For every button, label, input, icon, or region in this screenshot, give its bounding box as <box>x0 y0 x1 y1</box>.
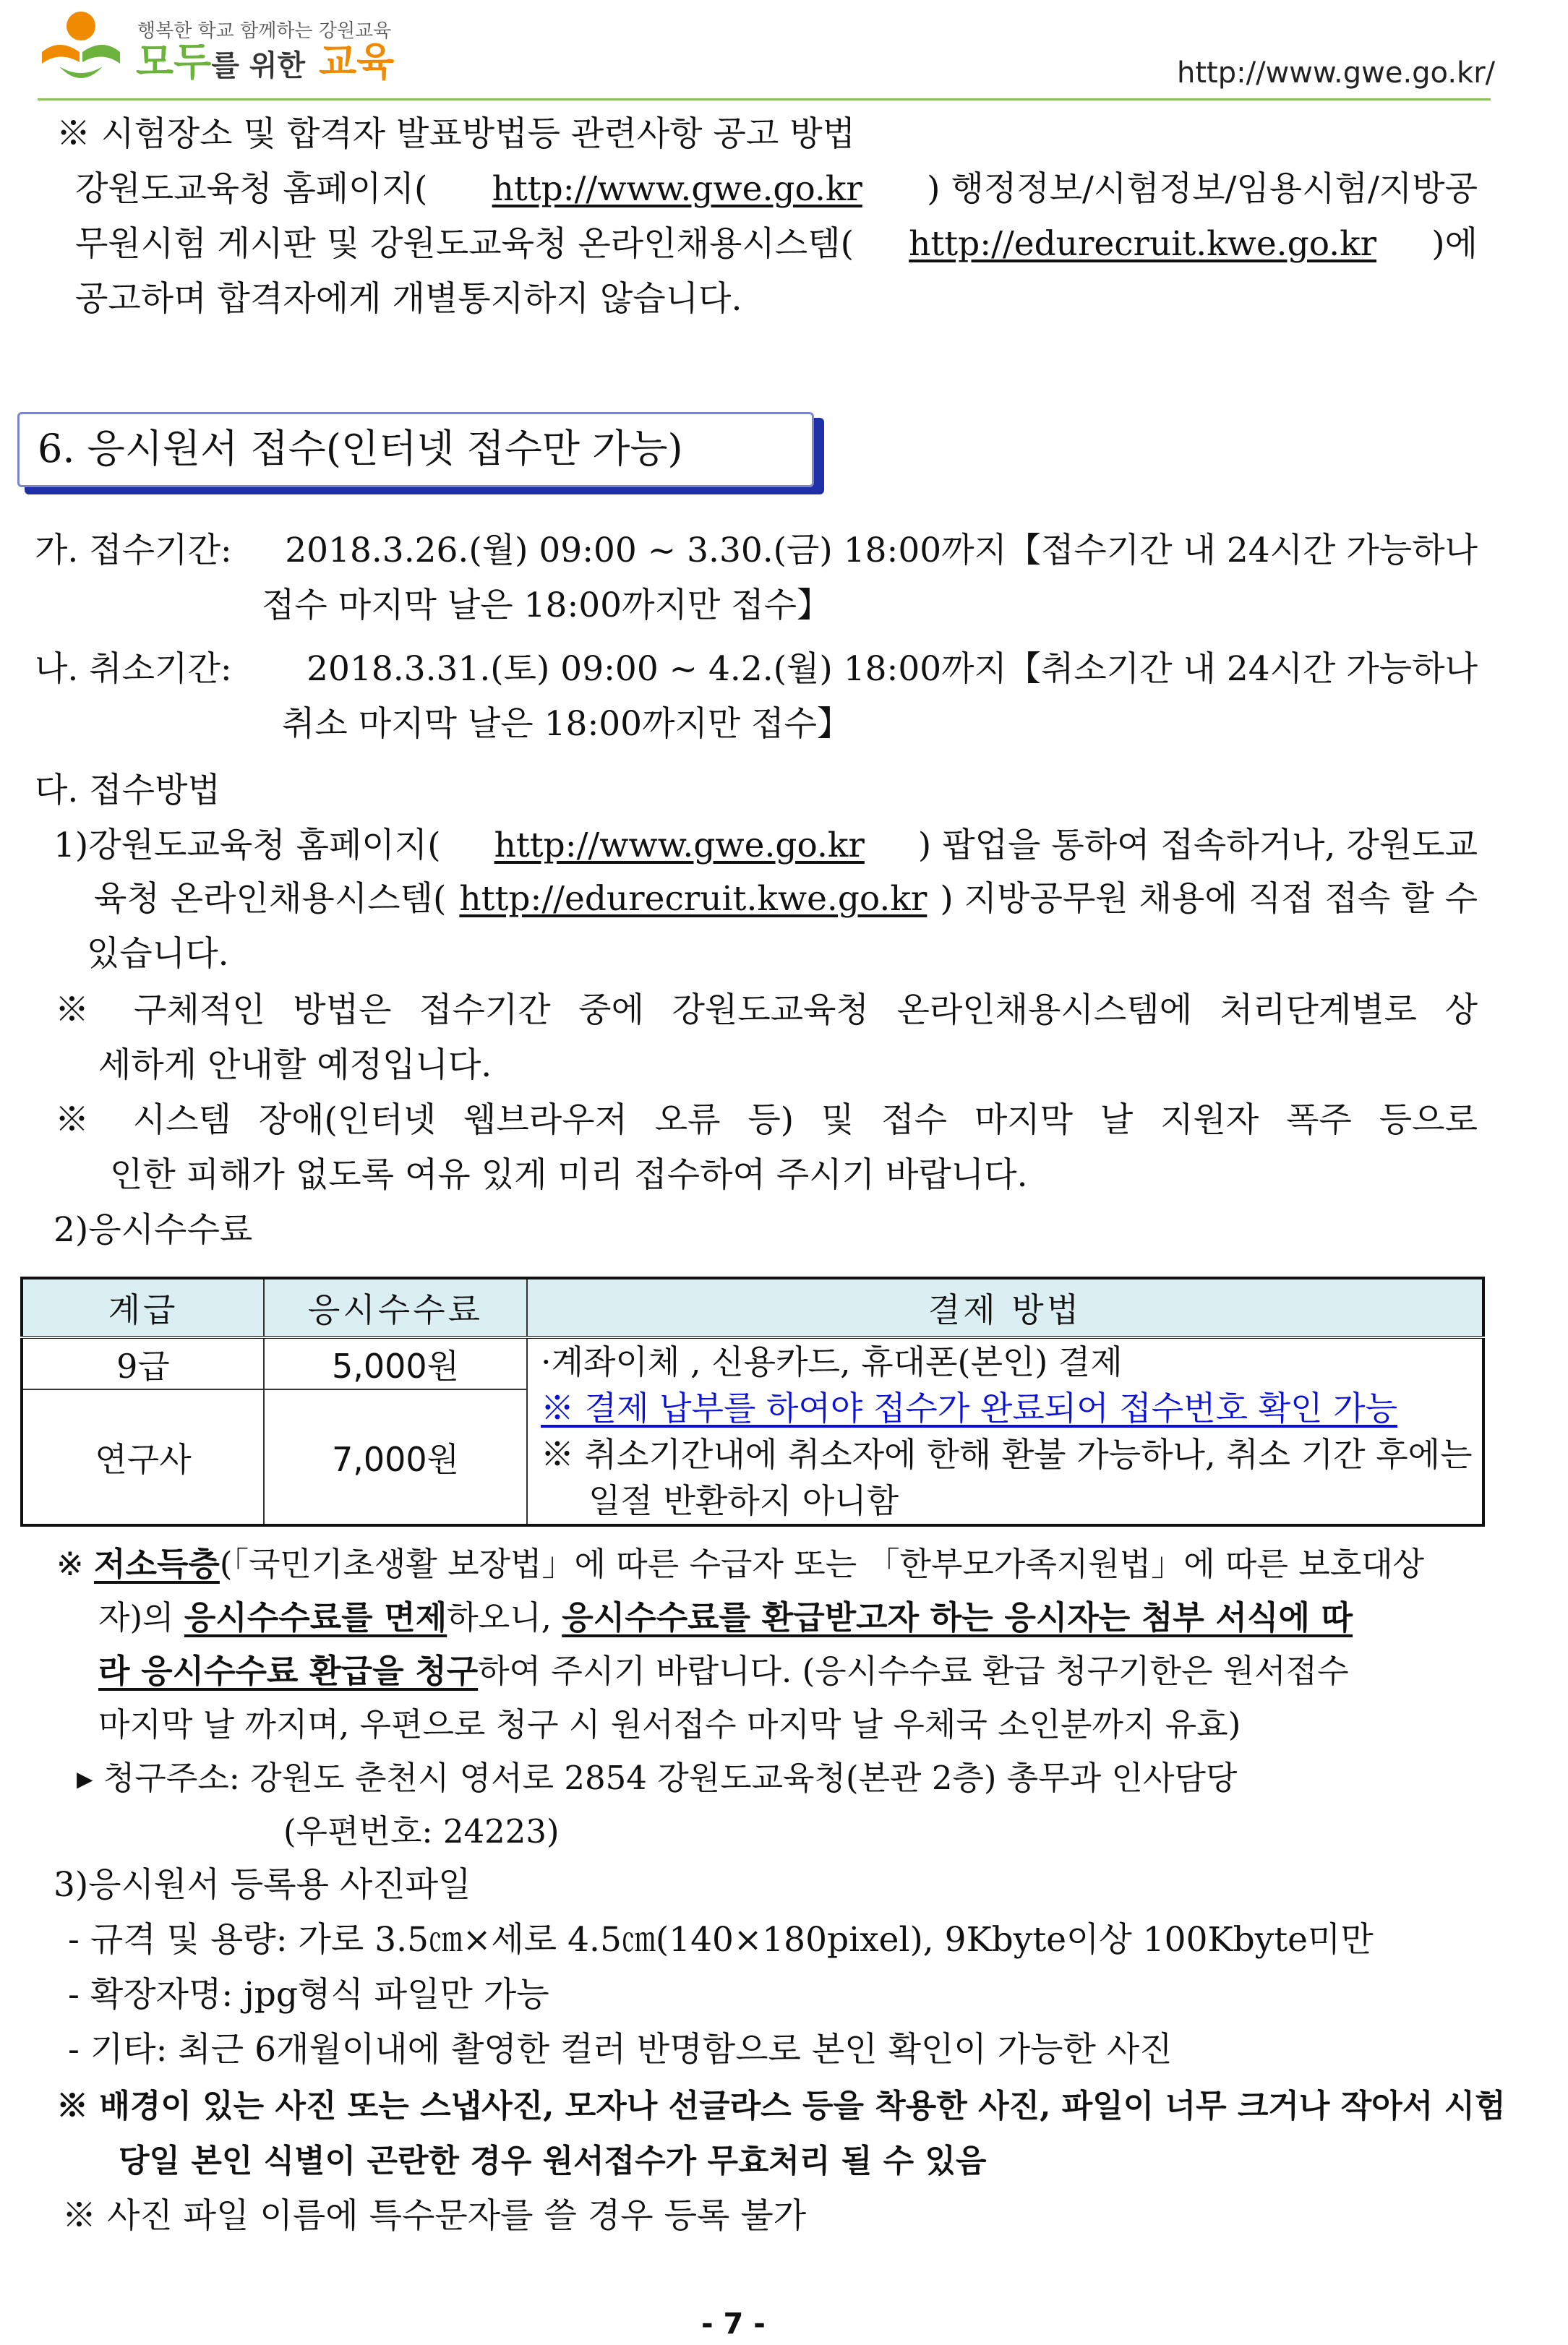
edurecruit-link[interactable]: http://edurecruit.kwe.go.kr <box>459 879 927 919</box>
period-ga-cont: 접수 마지막 날은 18:00까지만 접수】 <box>262 586 831 625</box>
lowincome-bold: 응시수수료를 면제 <box>184 1598 447 1637</box>
table-row <box>22 1337 1483 1389</box>
photo-warn-1: ※ 배경이 있는 사진 또는 스냅사진, 모자나 선글라스 등을 착용한 사진, 파일이 너무 크거나 작아서 시험 <box>56 2088 1506 2125</box>
header-url: http://www.gwe.go.kr/ <box>1177 56 1496 90</box>
method-note-2b: 인한 피해가 없도록 여유 있게 미리 접수하여 주시기 바랍니다. <box>110 1155 1028 1195</box>
page-number: - 7 - <box>701 2307 766 2341</box>
period-na-cont: 취소 마지막 날은 18:00까지만 접수】 <box>282 704 852 744</box>
slogan-top: 행복한 학교 함께하는 강원교육 <box>137 20 392 42</box>
photo-warn-3: ※ 사진 파일 이름에 특수문자를 쓸 경우 등록 불가 <box>62 2196 807 2236</box>
pay-line-highlight: ※ 결제 납부를 하여야 접수가 완료되어 접수번호 확인 가능 <box>541 1389 1398 1428</box>
lowincome-bold: 저소득층 <box>94 1545 220 1583</box>
method-text: ) 팝업을 통하여 접속하거나, 강원도교 <box>917 826 1478 865</box>
grade-cell: 연구사 <box>22 1389 264 1525</box>
lowincome-text: 하오니, <box>447 1598 562 1637</box>
lowincome-text: 하여 주시기 바랍니다. (응시수수료 환급 청구기한은 원서접수 <box>478 1652 1349 1690</box>
lowincome-bold: 라 응시수수료 환급을 청구 <box>98 1652 479 1690</box>
grade-cell: 9급 <box>22 1337 264 1389</box>
logo-word-c: 교육 <box>319 39 395 85</box>
photo-heading: 3)응시원서 등록용 사진파일 <box>53 1865 471 1905</box>
notice-text: 강원도교육청 홈페이지( <box>75 169 428 209</box>
period-na <box>35 642 1478 697</box>
header-divider <box>38 98 1491 100</box>
gwe-link[interactable]: http://www.gwe.go.kr <box>492 169 862 209</box>
gwe-link[interactable]: http://www.gwe.go.kr <box>494 826 865 865</box>
logo-word-b: 를 위한 <box>211 49 306 82</box>
logo-emblem <box>38 10 124 90</box>
period-label: 나. 취소기간: <box>35 649 232 689</box>
lowincome-text: 자)의 <box>98 1598 184 1637</box>
col-grade: 계급 <box>22 1278 264 1337</box>
col-payment: 결제 방법 <box>527 1278 1483 1337</box>
lowincome-line-2 <box>98 1590 1353 1645</box>
lowincome-line-3 <box>98 1644 1349 1699</box>
col-fee: 응시수수료 <box>264 1278 527 1337</box>
header <box>0 0 1568 108</box>
fee-cell: 7,000원 <box>264 1389 527 1525</box>
lowincome-line-4: 마지막 날 까지며, 우편으로 청구 시 원서접수 마지막 날 우체국 소인분까지 유효) <box>98 1705 1241 1744</box>
notice-line-2 <box>75 162 1478 217</box>
pay-line: 일절 반환하지 아니함 <box>588 1481 899 1520</box>
period-label: 가. 접수기간: <box>35 531 232 570</box>
method-line-1 <box>53 818 1478 873</box>
method-note-1: ※ 구체적인 방법은 접수기간 중에 강원도교육청 온라인채용시스템에 처리단계별로 상 <box>55 990 1478 1030</box>
period-text: 2018.3.31.(토) 09:00 ~ 4.2.(월) 18:00까지【취소기간 내 24시간 가능하나 <box>307 649 1478 689</box>
lowincome-line-1 <box>56 1537 1424 1592</box>
method-text: 육청 온라인채용시스템( <box>94 879 447 919</box>
period-ga <box>35 523 1478 578</box>
pay-line: ※ 취소기간내에 취소자에 한해 환불 가능하나, 취소 기간 후에는 <box>541 1435 1473 1474</box>
photo-warn-2: 당일 본인 식별이 곤란한 경우 원서접수가 무효처리 될 수 있음 <box>119 2143 987 2179</box>
edurecruit-link[interactable]: http://edurecruit.kwe.go.kr <box>909 224 1377 264</box>
fee-table <box>20 1277 1485 1527</box>
section-title: 6. 응시원서 접수(인터넷 접수만 가능) <box>38 426 683 471</box>
method-text: ) 지방공무원 채용에 직접 접속 할 수 <box>940 879 1478 919</box>
method-heading: 다. 접수방법 <box>35 771 220 810</box>
lowincome-text: (「국민기초생활 보장법」에 따른 수급자 또는 「한부모가족지원법」에 따른 보호대상 <box>219 1545 1425 1583</box>
method-line-2 <box>94 872 1478 927</box>
method-line-3: 있습니다. <box>87 934 229 974</box>
notice-line-1: ※ 시험장소 및 합격자 발표방법등 관련사항 공고 방법 <box>56 114 856 154</box>
payment-cell <box>527 1337 1483 1525</box>
pay-line: ·계좌이체 , 신용카드, 휴대폰(본인) 결제 <box>541 1342 1123 1381</box>
lowincome-bold: 응시수수료를 환급받고자 하는 응시자는 첨부 서식에 따 <box>562 1598 1353 1637</box>
photo-spec: - 규격 및 용량: 가로 3.5㎝×세로 4.5㎝(140×180pixel), 9Kbyte이상 100Kbyte미만 <box>68 1920 1374 1960</box>
method-note-2: ※ 시스템 장애(인터넷 웹브라우저 오류 등) 및 접수 마지막 날 지원자 폭주 등으로 <box>55 1100 1478 1140</box>
photo-ext: - 확장자명: jpg형식 파일만 가능 <box>68 1975 549 2015</box>
claim-address: ▸ 청구주소: 강원도 춘천시 영서로 2854 강원도교육청(본관 2층) 총무과 인사담당 <box>77 1759 1238 1797</box>
logo-wordmark <box>136 39 394 89</box>
period-text: 2018.3.26.(월) 09:00 ~ 3.30.(금) 18:00까지【접수기간 내 24시간 가능하나 <box>285 531 1478 570</box>
notice-line-3 <box>75 217 1478 272</box>
notice-text: ) 행정정보/시험정보/임용시험/지방공 <box>927 169 1478 209</box>
claim-zip: (우편번호: 24223) <box>283 1812 560 1851</box>
logo-word-a: 모두 <box>136 39 212 85</box>
notice-line-4: 공고하며 합격자에게 개별통지하지 않습니다. <box>75 279 742 319</box>
table-header-row <box>22 1278 1483 1337</box>
note-mark: ※ <box>56 1545 95 1583</box>
notice-text: )에 <box>1431 224 1478 264</box>
notice-text: 무원시험 게시판 및 강원도교육청 온라인채용시스템( <box>75 224 854 264</box>
method-note-1b: 세하게 안내할 예정입니다. <box>98 1045 492 1085</box>
photo-etc: - 기타: 최근 6개월이내에 촬영한 컬러 반명함으로 본인 확인이 가능한 사진 <box>68 2030 1173 2070</box>
fee-cell: 5,000원 <box>264 1337 527 1389</box>
fee-heading: 2)응시수수료 <box>53 1210 253 1250</box>
method-text: 1)강원도교육청 홈페이지( <box>53 826 441 865</box>
